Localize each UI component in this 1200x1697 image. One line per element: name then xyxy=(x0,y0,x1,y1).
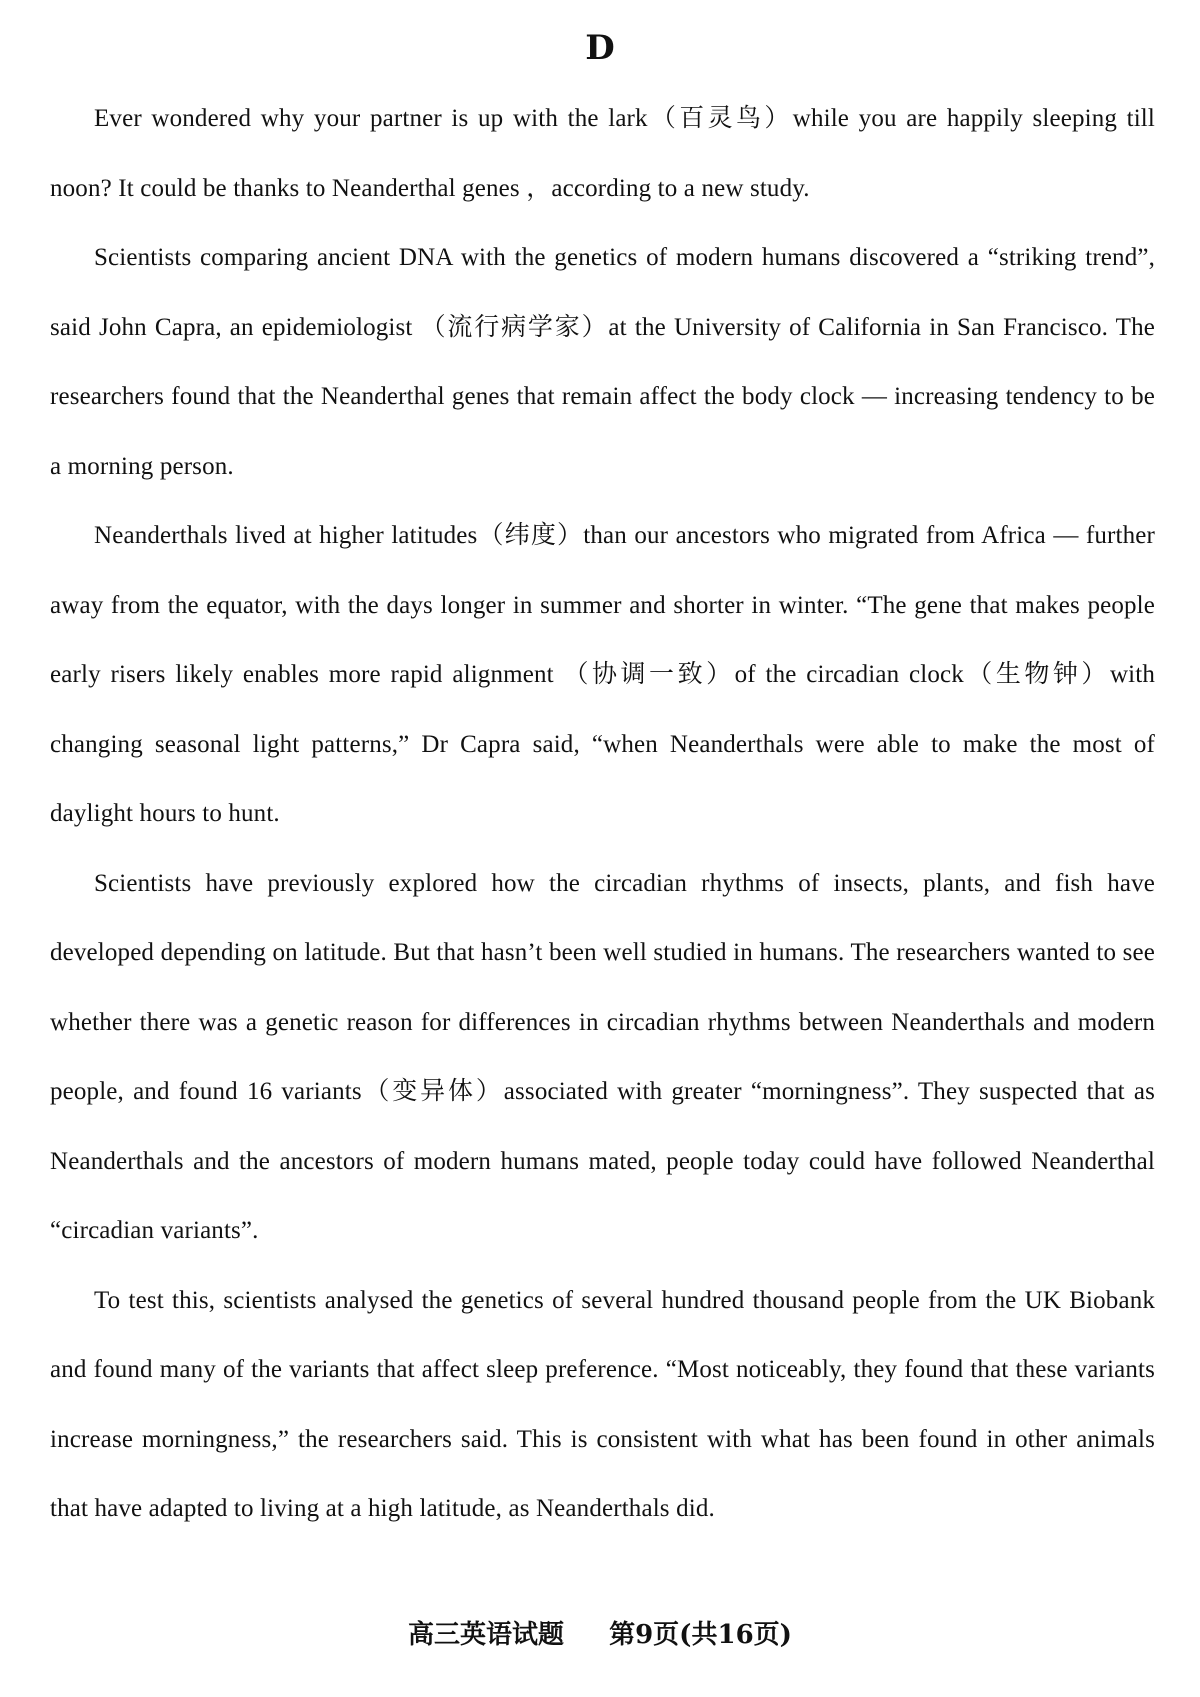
paragraph-4: Scientists have previously explored how the circadian rhythms of insects, plants, and fish have developed depending on latitude. But that hasn’t been well studied in humans. The researchers wanted to see whether there was a genetic reason for differences in circadian rhythms between Neanderthals and modern people, and found 16 variants（变异体）associated with greater “morningness”. They suspected that as Neanderthals and the ancestors of modern humans mated, people today could have followed Neanderthal “circadian variants”. xyxy=(50,869,1155,1244)
reading-passage xyxy=(50,84,1155,1544)
paragraph-3: Neanderthals lived at higher latitudes（纬度）than our ancestors who migrated from Africa — further away from the equator, with the days longer in summer and shorter in winter. “The gene that makes people early risers likely enables more rapid alignment （协调一致）of the circadian clock（生物钟）with changing seasonal light patterns,” Dr Capra said, “when Neanderthals were able to make the most of daylight hours to hunt. xyxy=(50,522,1155,827)
paragraph-5: To test this, scientists analysed the genetics of several hundred thousand people from the UK Biobank and found many of the variants that affect sleep preference. “Most noticeably, they found that these variants increase morningness,” the researchers said. This is consistent with what has been found in other animals that have adapted to living at a high latitude, as Neanderthals did. xyxy=(50,1286,1155,1522)
exam-title: 高三英语试题 xyxy=(408,1620,565,1650)
paragraph-1: Ever wondered why your partner is up with the lark（百灵鸟）while you are happily sleeping till noon? It could be thanks to Neanderthal genes ，according to a new study. xyxy=(50,105,1155,202)
page-number: 第9页(共16页) xyxy=(609,1620,792,1650)
section-letter: D xyxy=(585,28,615,68)
paragraph-2: Scientists comparing ancient DNA with the genetics of modern humans discovered a “striking trend”, said John Capra, an epidemiologist （流行病学家）at the University of California in San Francisco. The researchers found that the Neanderthal genes that remain affect the body clock — increasing tendency to be a morning person. xyxy=(50,244,1155,480)
page-footer xyxy=(0,1618,1200,1652)
